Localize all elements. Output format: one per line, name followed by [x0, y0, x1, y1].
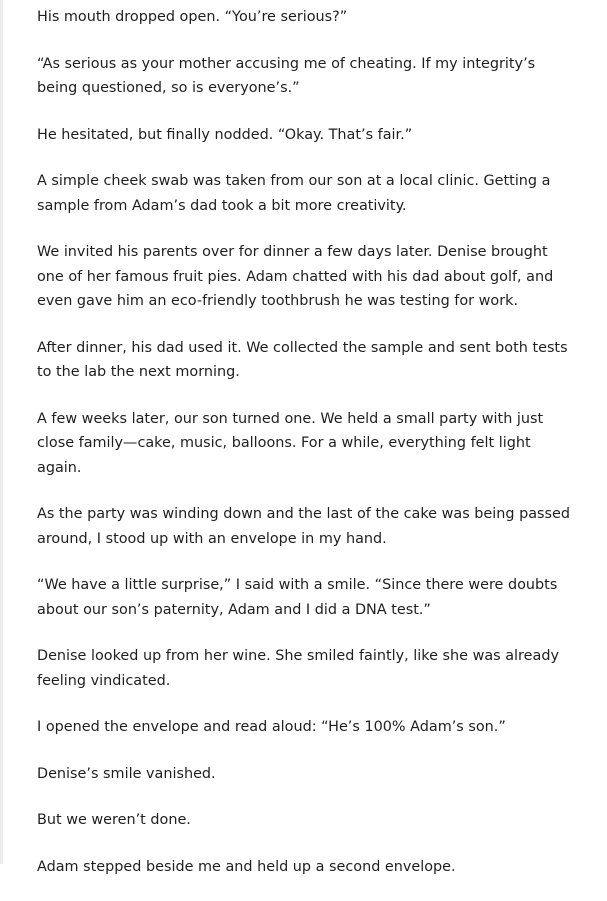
article-body: [37, 5, 577, 901]
left-border: [0, 0, 3, 864]
paragraph: Denise’s smile vanished.: [37, 765, 216, 782]
paragraph: As the party was winding down and the last of the cake was being passed around, I stood up with an envelope in my hand.: [37, 506, 571, 547]
paragraph: He hesitated, but finally nodded. “Okay. That’s fair.”: [37, 126, 413, 143]
paragraph: But we weren’t done.: [37, 812, 191, 828]
paragraph: We invited his parents over for dinner a few days later. Denise brought one of her famous fruit pies. Adam chatted with his dad about golf, and even gave him an eco-friendly toothbrush he was testing for work.: [37, 244, 554, 309]
paragraph: I opened the envelope and read aloud: “He’s 100% Adam’s son.”: [37, 719, 506, 735]
paragraph: Denise looked up from her wine. She smiled faintly, like she was already feeling vindicated.: [37, 648, 559, 689]
paragraph: “As serious as your mother accusing me of cheating. If my integrity’s being questioned, so is everyone’s.”: [37, 55, 536, 96]
paragraph: A simple cheek swab was taken from our son at a local clinic. Getting a sample from Adam’s dad took a bit more creativity.: [37, 173, 551, 214]
paragraph: A few weeks later, our son turned one. We held a small party with just close family—cake, music, balloons. For a while, everything felt light again.: [37, 410, 544, 476]
paragraph: His mouth dropped open. “You’re serious?”: [37, 9, 348, 25]
paragraph: After dinner, his dad used it. We collected the sample and sent both tests to the lab the next morning.: [37, 339, 568, 380]
paragraph: Adam stepped beside me and held up a second envelope.: [37, 858, 456, 875]
paragraph: “We have a little surprise,” I said with a smile. “Since there were doubts about our son’s paternity, Adam and I did a DNA test.”: [37, 577, 558, 618]
